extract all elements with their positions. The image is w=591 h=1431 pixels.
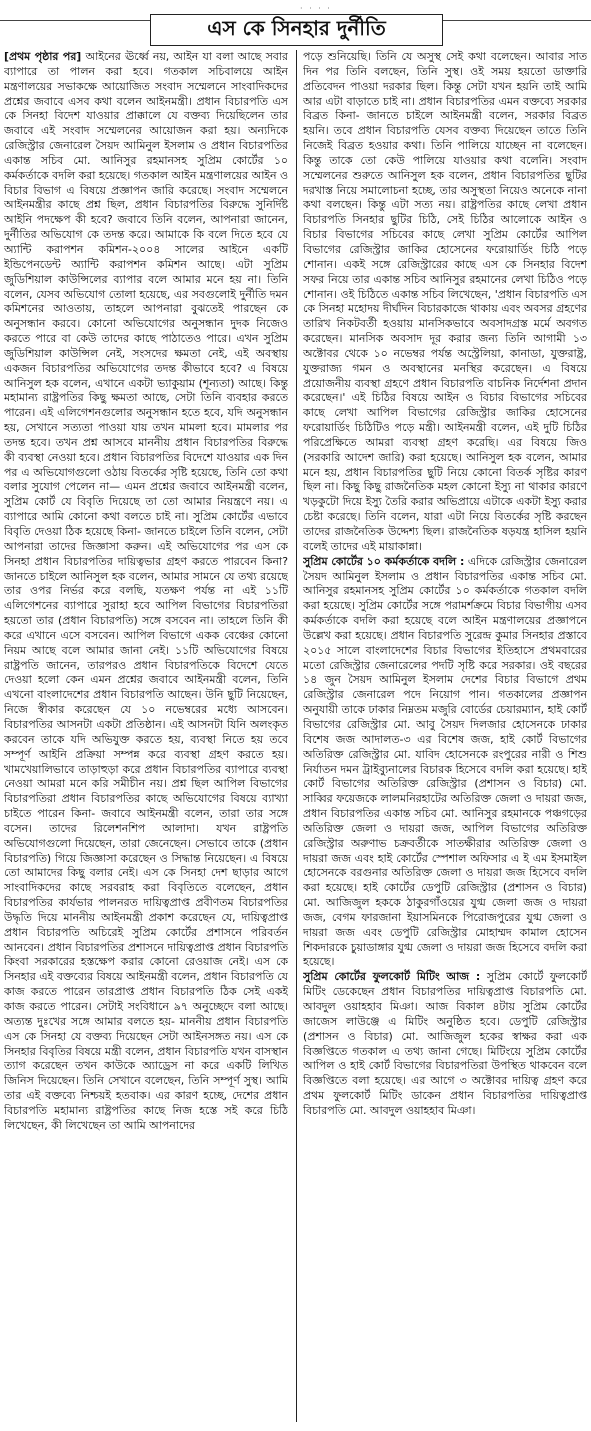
subheading-transfer: সুপ্রিম কোর্টের ১০ কর্মকর্তাকে বদলি : — [303, 554, 465, 568]
left-body: আইনের ঊর্ধ্বে নয়, আইন যা বলা আছে সবার ব্যাপারে তা পালন করা হবে। গতকাল সচিবালয়ে আইন মন্ত্রণালয়ের সভাকক্ষে আয়োজিত সংবাদ সম্মেলনে সাংবাদিকদের প্রশ্নের জবাবে এসব কথা বলেন আইনমন্ত্রী। প্রধান বিচারপতি এস কে সিনহা বিদেশ যাওয়ার প্রাক্কালে যে বক্তব্য দিয়েছিলেন তার জবাবে এই সংবাদ সম্মেলনের আয়োজন করা হয়। অন্যদিকে রেজিস্ট্রার জেনারেল সৈয়দ আমিনুল ইসলাম ও প্রধান বিচারপতির একান্ত সচিব মো. আনিসুর রহমানসহ সুপ্রিম কোর্টের ১০ কর্মকর্তাকে বদলি করা হয়েছে। গতকাল আইন মন্ত্রণালয়ের আইন ও বিচার বিভাগ এ বিষয়ে প্রজ্ঞাপন জারি করেছে। সংবাদ সম্মেলনে আইনমন্ত্রীর কাছে প্রশ্ন ছিল, প্রধান বিচারপতির বিরুদ্ধে সুনির্দিষ্ট আইনি পদক্ষেপ কী হবে? জবাবে তিনি বলেন, আপনারা জানেন, দুর্নীতির অভিযোগ কে তদন্ত করে। আমাকে কি বলে দিতে হবে যে অ্যান্টি করাপশন কমিশন-২০০৪ সালের আইনে একটি ইন্ডিপেনডেন্ট অ্যান্টি করাপশন কমিশন আছে। এটা সুপ্রিম জুডিশিয়াল কাউন্সিলের ব্যাপার বলে আমার মনে হয় না। তিনি বলেন, যেসব অভিযোগ তোলা হয়েছে, এর সবগুলোই দুর্নীতি দমন কমিশনের আওতায়, তাহলে আপনারা বুঝতেই পারছেন কে অনুসন্ধান করবে। কোনো অভিযোগের অনুসন্ধান দুদক নিজেও করতে পারে বা কেউ তাদের কাছে পাঠাতেও পারে। এখন সুপ্রিম জুডিশিয়াল কাউন্সিল নেই, সংসদের ক্ষমতা নেই, এই অবস্থায় একজন বিচারপতির অভিযোগের তদন্ত কীভাবে হবে? এ বিষয়ে আনিসুল হক বলেন, এখানে একটা ভ্যাকুয়াম (শূন্যতা) আছে। কিন্তু মহামান্য রাষ্ট্রপতির কিছু ক্ষমতা আছে, সেটা তিনি ব্যবহার করতে পারেন। এই এলিগেশনগুলোর অনুসন্ধান হতে হবে, যদি অনুসন্ধান হয়, সেখানে সত্যতা পাওয়া যায় তখন মামলা হবে। মামলার পর তদন্ত হবে। তখন প্রশ্ন আসবে মাননীয় প্রধান বিচারপতির বিরুদ্ধে কী ব্যবস্থা নেওয়া হবে। প্রধান বিচারপতির বিদেশে যাওয়ার এক দিন পর এ অভিযোগগুলো ওঠায় বিতর্কের সৃষ্টি হয়েছে, তিনি তো কথা বলার সুযোগ পেলেন না— এমন প্রশ্নের জবাবে আইনমন্ত্রী বলেন, সুপ্রিম কোর্ট যে বিবৃতি দিয়েছে তা তো আমার নিয়ন্ত্রণে নয়। এ ব্যাপারে আমি কোনো কথা বলতে চাই না। সুপ্রিম কোর্টের এভাবে বিবৃতি দেওয়া ঠিক হয়েছে কিনা- জানতে চাইলে তিনি বলেন, সেটা আপনারা তাদের জিজ্ঞাসা করুন। এই অভিযোগের পর এস কে সিনহা প্রধান বিচারপতির দায়িত্বভার গ্রহণ করতে পারবেন কিনা? জানতে চাইলে আনিসুল হক বলেন, আমার সামনে যে তথ্য রয়েছে তার ওপর নির্ভর করে বলছি, যতক্ষণ পর্যন্ত না এই ১১টি এলিগেশনের ব্যাপারে সুরাহা হবে আপিল বিভাগের বিচারপতিরা হয়তো তার (প্রধান বিচারপতি) সঙ্গে বসবেন না। তাহলে তিনি কী করে এখানে এসে বসবেন। আপিল বিভাগে একক বেঞ্চের কোনো নিয়ম আছে বলে আমার জানা নেই। ১১টি অভিযোগের বিষয়ে রাষ্ট্রপতি জানেন, তারপরও প্রধান বিচারপতিকে বিদেশে যেতে দেওয়া হলো কেন এমন প্রশ্নের জবাবে আইনমন্ত্রী বলেন, তিনি এখনো বাংলাদেশের প্রধান বিচারপতি আছেন। উনি ছুটি নিয়েছেন, নিজে স্বীকার করেছেন যে ১০ নভেম্বরের মধ্যে আসবেন। বিচারপতির আসনটা একটা প্রতিষ্ঠান। এই আসনটা যিনি অলংকৃত করবেন তাকে যদি অভিযুক্ত করতে হয়, ব্যবস্থা নিতে হয় তবে সম্পূর্ণ আইনি প্রক্রিয়া সম্পন্ন করে ব্যবস্থা গ্রহণ করতে হয়। খামখেয়ালিভাবে তাড়াহুড়া করে প্রধান বিচারপতির ব্যাপারে ব্যবস্থা নেওয়া আমরা মনে করি সমীচীন নয়। প্রশ্ন ছিল আপিল বিভাগের বিচারপতিরা প্রধান বিচারপতির কাছে অভিযোগের বিষয়ে ব্যাখ্যা চাইতে পারেন কিনা- জবাবে আইনমন্ত্রী বলেন, তারা তার সঙ্গে বসেন। তাদের রিলেশনশিপ আলাদা। যখন রাষ্ট্রপতি অভিযোগগুলো দিয়েছেন, তারা জেনেছেন। সেভাবে তাকে (প্রধান বিচারপতি) গিয়ে জিজ্ঞাসা করেছেন ও সিদ্ধান্ত নিয়েছেন। এ বিষয়ে তো আমাদের কিছু বলার নেই। এস কে সিনহা দেশ ছাড়ার আগে সাংবাদিকদের কাছে সরবরাহ করা বিবৃতিতে বলেছেন, প্রধান বিচারপতির কার্যভার পালনরত দায়িত্বপ্রাপ্ত প্রবীণতম বিচারপতির উদ্ধৃতি দিয়ে মাননীয় আইনমন্ত্রী প্রকাশ করেছেন যে, দায়িত্বপ্রাপ্ত প্রধান বিচারপতি অচিরেই সুপ্রিম কোর্টের প্রশাসনে পরিবর্তন আনবেন। প্রধান বিচারপতির প্রশাসনে দায়িত্বপ্রাপ্ত প্রধান বিচারপতি কিংবা সরকারের হস্তক্ষেপ করার কোনো রেওয়াজ নেই। এস কে সিনহার এই বক্তব্যের বিষয়ে আইনমন্ত্রী বলেন, প্রধান বিচারপতি যে কাজ করতে পারেন তারপ্রাপ্ত প্রধান বিচারপতি ঠিক সেই একই কাজ করতে পারেন। সেটাই সংবিধানে ৯৭ অনুচ্ছেদে বলা আছে। অত্যন্ত দুঃখের সঙ্গে আমার বলতে হয়- মাননীয় প্রধান বিচারপতি এস কে সিনহা যে বক্তব্য দিয়েছেন সেটা আইনসঙ্গত নয়। এস কে সিনহার বিবৃতির বিষয়ে মন্ত্রী বলেন, প্রধান বিচারপতি যখন বাসস্থান ত্যাগ করেছেন তখন কাউকে অ্যাড্রেস না করে একটি লিখিত জিনিস দিয়েছেন। তিনি সেখানে বলেছেন, তিনি সম্পূর্ণ সুস্থ। আমি তার এই বক্তব্যে নিশ্চয়ই হতবাক। এর কারণ হচ্ছে, দেশের প্রধান বিচারপতি মহামান্য রাষ্ট্রপতির কাছে নিজ হস্তে সই করে চিঠি লিখেছেন, কী লিখেছেন তা আমি আপনাদের — [4, 50, 288, 1132]
right-section-fullcourt — [303, 970, 587, 1118]
crop-marks: · · · · — [300, 4, 332, 13]
continuation-label: [প্রথম পৃষ্ঠার পর] — [4, 50, 82, 63]
fullcourt-body: সুপ্রিম কোর্টে ফুলকোর্ট মিটিং ডেকেছেন প্রধান বিচারপতির দায়িত্বপ্রাপ্ত বিচারপতি মো. আবদুল ওয়াহহাব মিঞা। আজ বিকাল ৪টায় সুপ্রিম কোর্টের জাজেস লাউঞ্জে এ মিটিং অনুষ্ঠিত হবে। ডেপুটি রেজিস্ট্রার (প্রশাসন ও বিচার) মো. আজিজুল হকের স্বাক্ষর করা এক বিজ্ঞপ্তিতে গতকাল এ তথ্য জানা গেছে। মিটিংয়ে সুপ্রিম কোর্টের আপিল ও হাই কোর্ট বিভাগের বিচারপতিরা উপস্থিত থাকবেন বলে বিজ্ঞপ্তিতে বলা হয়েছে। এর আগে ৩ অক্টোবর দায়িত্ব গ্রহণ করে প্রথম ফুলকোর্ট মিটিং ডাকেন প্রধান বিচারপতির দায়িত্বপ্রাপ্ত বিচারপতি মো. আবদুল ওয়াহহাব মিঞা। — [303, 970, 587, 1117]
headline-box — [150, 14, 443, 46]
left-column — [4, 50, 288, 1422]
subheading-fullcourt: সুপ্রিম কোর্টের ফুলকোর্ট মিটিং আজ : — [303, 970, 481, 984]
headline: এস কে সিনহার দুর্নীতি — [207, 15, 386, 40]
column-divider — [296, 50, 297, 1422]
right-section-transfer — [303, 555, 587, 971]
right-paragraph-1: পড়ে শুনিয়েছি। তিনি যে অসুস্থ সেই কথা বলেছেন। আবার সাত দিন পর তিনি বলছেন, তিনি সুস্থ। ওই সময় হয়তো ডাক্তারি প্রতিবেদন পাওয়া দরকার ছিল। কিন্তু সেটা যখন হয়নি তাই আমি আর এটা বাড়াতে চাই না। প্রধান বিচারপতির এমন বক্তব্যে সরকার বিব্রত কিনা- জানতে চাইলে আইনমন্ত্রী বলেন, সরকার বিব্রত হয়নি। তবে প্রধান বিচারপতি যেসব বক্তব্য দিয়েছেন তাতে তিনি নিজেই বিব্রত হওয়ার কথা। তিনি পালিয়ে যাচ্ছেন না বলেছেন। কিন্তু তাকে তো কেউ পালিয়ে যাওয়ার কথা বলেনি। সংবাদ সম্মেলনের শুরুতে আনিসুল হক বলেন, প্রধান বিচারপতির ছুটির দরখাস্ত নিয়ে সমালোচনা হচ্ছে, তার অসুস্থতা নিয়েও অনেকে নানা কথা বলছেন। কিন্তু এটা সত্য নয়। রাষ্ট্রপতির কাছে লেখা প্রধান বিচারপতি সিনহার ছুটির চিঠি, সেই চিঠির আলোকে আইন ও বিচার বিভাগের সচিবের কাছে লেখা সুপ্রিম কোর্টের আপিল বিভাগের রেজিস্ট্রার জাকির হোসেনের ফরোয়ার্ডিং চিঠি পড়ে শোনান। একই সঙ্গে রেজিস্ট্রারের কাছে এস কে সিনহার বিদেশ সফর নিয়ে তার একান্ত সচিব আনিসুর রহমানের লেখা চিঠিও পড়ে শোনান। ওই চিঠিতে একান্ত সচিব লিখেছেন, 'প্রধান বিচারপতি এস কে সিনহা মহোদয় দীর্ঘদিন বিচারকাজে থাকায় এবং অবসর গ্রহণের তারিখ নিকটবর্তী হওয়ায় মানসিকভাবে অবসাদগ্রস্ত মর্মে অবগত করেছেন। মানসিক অবসাদ দূর করার জন্য তিনি আগামী ১৩ অক্টোবর থেকে ১০ নভেম্বর পর্যন্ত অস্ট্রেলিয়া, কানাডা, যুক্তরাষ্ট্র, যুক্তরাজ্য গমন ও অবস্থানের মনস্থির করেছেন। এ বিষয়ে প্রয়োজনীয় ব্যবস্থা গ্রহণে প্রধান বিচারপতি বাচনিক নির্দেশনা প্রদান করেছেন।' এই চিঠির বিষয়ে আইন ও বিচার বিভাগের সচিবের কাছে লেখা আপিল বিভাগের রেজিস্ট্রার জাকির হোসেনের ফরোয়ার্ডিং চিঠিটিও পড়ে মন্ত্রী। আইনমন্ত্রী বলেন, এই দুটি চিঠির পরিপ্রেক্ষিতে আমরা ব্যবস্থা গ্রহণ করেছি। এর বিষয়ে জিও (সরকারি আদেশ জারি) করা হয়েছে। আনিসুল হক বলেন, আমার মনে হয়, প্রধান বিচারপতির ছুটি নিয়ে কোনো বিতর্ক সৃষ্টির কারণ ছিল না। কিছু কিছু রাজনৈতিক মহল কোনো ইস্যু না থাকার কারণে খড়কুটো দিয়ে ইস্যু তৈরি করার অভিপ্রায়ে এটাকে একটা ইস্যু করার চেষ্টা করেছে। তিনি বলেন, যারা এটা নিয়ে বিতর্কের সৃষ্টি করছেন তাদের রাজনৈতিক উদ্দেশ্য ছিল। রাজনৈতিক ষড়যন্ত্র হাসিল হয়নি বলেই তাদের এই মায়াকান্না। — [303, 50, 587, 553]
left-article-text — [4, 50, 288, 1134]
right-column — [303, 50, 587, 1422]
transfer-body: এদিকে রেজিস্ট্রার জেনারেল সৈয়দ আমিনুল ইসলাম ও প্রধান বিচারপতির একান্ত সচিব মো. আনিসুর রহমানসহ সুপ্রিম কোর্টের ১০ কর্মকর্তাকে গতকাল বদলি করা হয়েছে। সুপ্রিম কোর্টের সঙ্গে পরামর্শক্রমে বিচার বিভাগীয় এসব কর্মকর্তাকে বদলি করা হয়েছে বলে আইন মন্ত্রণালয়ের প্রজ্ঞাপনে উল্লেখ করা হয়েছে। প্রধান বিচারপতি সুরেন্দ্র কুমার সিনহার প্রস্তাবে ২০১৫ সালে বাংলাদেশের বিচার বিভাগের ইতিহাসে প্রথমবারের মতো রেজিস্ট্রার জেনারেলের পদটি সৃষ্টি করে সরকার। ওই বছরের ১৪ জুন সৈয়দ আমিনুল ইসলাম দেশের বিচার বিভাগে প্রথম রেজিস্ট্রার জেনারেল পদে নিয়োগ পান। গতকালের প্রজ্ঞাপন অনুযায়ী তাকে ঢাকার নিম্নতম মজুরি বোর্ডের চেয়ারম্যান, হাই কোর্ট বিভাগের রেজিস্ট্রার মো. আবু সৈয়দ দিলজার হোসেনকে ঢাকার বিশেষ জজ আদালত-৩ এর বিশেষ জজ, হাই কোর্ট বিভাগের অতিরিক্ত রেজিস্ট্রার মো. যাবিদ হোসেনকে রংপুরের নারী ও শিশু নির্যাতন দমন ট্রাইব্যুনালের বিচারক হিসেবে বদলি করা হয়েছে। হাই কোর্ট বিভাগের অতিরিক্ত রেজিস্ট্রার (প্রশাসন ও বিচার) মো. সাব্বির ফয়েজকে লালমনিরহাটের অতিরিক্ত জেলা ও দায়রা জজ, প্রধান বিচারপতির একান্ত সচিব মো. আনিসুর রহমানকে পঞ্চগড়ের অতিরিক্ত জেলা ও দায়রা জজ, আপিল বিভাগের অতিরিক্ত রেজিস্ট্রার অরুণাভ চক্রবর্তীকে সাতক্ষীরার অতিরিক্ত জেলা ও দায়রা জজ এবং হাই কোর্টের স্পেশাল অফিসার এ ই এম ইসমাইল হোসেনকে বরগুনার অতিরিক্ত জেলা ও দায়রা জজ হিসেবে বদলি করা হয়েছে। হাই কোর্টের ডেপুটি রেজিস্ট্রার (প্রশাসন ও বিচার) মো. আজিজুল হককে ঠাকুরগাঁওয়ের যুগ্ম জেলা জজ ও দায়রা জজ, বেগম ফারজানা ইয়াসমিনকে পিরোজপুরের যুগ্ম জেলা ও দায়রা জজ এবং ডেপুটি রেজিস্ট্রার মোহাম্মদ কামাল হোসেন শিকদারকে চুয়াডাঙ্গার যুগ্ম জেলা ও দায়রা জজ হিসেবে বদলি করা হয়েছে। — [303, 554, 587, 969]
